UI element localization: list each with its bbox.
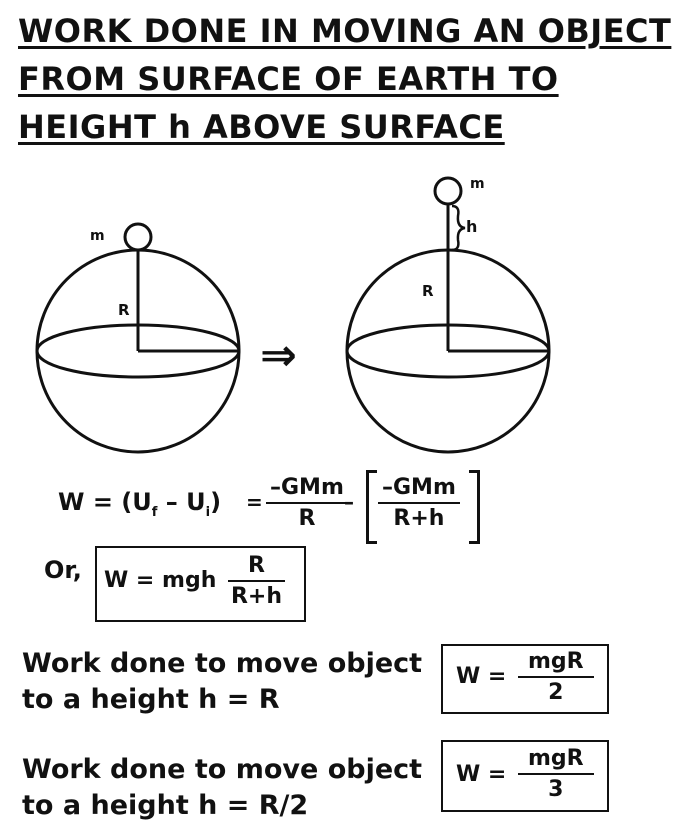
- eq1-term2-den: R+h: [393, 506, 445, 531]
- case2-line2: to a height h = R/2: [22, 790, 309, 821]
- eq1-sub-i: i: [205, 504, 211, 520]
- case1-num: mgR: [518, 648, 594, 678]
- case1-fraction: [518, 648, 594, 708]
- right-mass-ball: [435, 178, 461, 204]
- title-line-1: WORK DONE IN MOVING AN OBJECT: [18, 12, 672, 50]
- eq1-term1-num: –GMm: [266, 474, 348, 504]
- eq1-term2: [378, 474, 460, 534]
- eq2-fraction: [228, 552, 285, 612]
- case1-line1: Work done to move object: [22, 648, 423, 679]
- left-radius-label: R: [118, 301, 130, 319]
- right-height-label: h: [466, 217, 478, 236]
- equation-1: [58, 488, 221, 520]
- eq1-term1: [266, 474, 348, 534]
- eq2-lhs: W = mgh: [104, 568, 217, 593]
- eq1-minus2: –: [344, 490, 354, 514]
- eq1-sub-f: f: [151, 504, 158, 520]
- left-mass-label: m: [90, 228, 105, 244]
- eq1-close: ): [210, 488, 222, 516]
- or-label: Or,: [44, 556, 82, 584]
- case2-num: mgR: [518, 745, 594, 775]
- case1-lhs: W =: [456, 664, 507, 689]
- case2-line1: Work done to move object: [22, 754, 423, 785]
- right-earth: [347, 178, 549, 452]
- eq2-num: R: [228, 552, 285, 582]
- eq2-den: R+h: [230, 584, 282, 609]
- case2-fraction: [518, 745, 594, 805]
- right-mass-label: m: [470, 176, 485, 192]
- left-earth: [37, 224, 239, 452]
- case2-lhs: W =: [456, 762, 507, 787]
- case1-line2: to a height h = R: [22, 684, 280, 715]
- case1-den: 2: [548, 680, 564, 705]
- left-mass-ball: [125, 224, 151, 250]
- eq1-minus: – U: [165, 488, 206, 516]
- eq1-lhs: W = (U: [58, 488, 152, 516]
- eq1-term2-num: –GMm: [378, 474, 460, 504]
- title-line-2: FROM SURFACE OF EARTH TO: [18, 60, 559, 98]
- eq1-term1-den: R: [298, 506, 316, 531]
- arrow-icon: ⇒: [260, 330, 297, 381]
- case2-den: 3: [548, 777, 564, 802]
- title-line-3: HEIGHT h ABOVE SURFACE: [18, 108, 505, 146]
- eq1-equals: =: [246, 490, 263, 514]
- height-brace-icon: [452, 206, 465, 250]
- right-radius-label: R: [422, 282, 434, 300]
